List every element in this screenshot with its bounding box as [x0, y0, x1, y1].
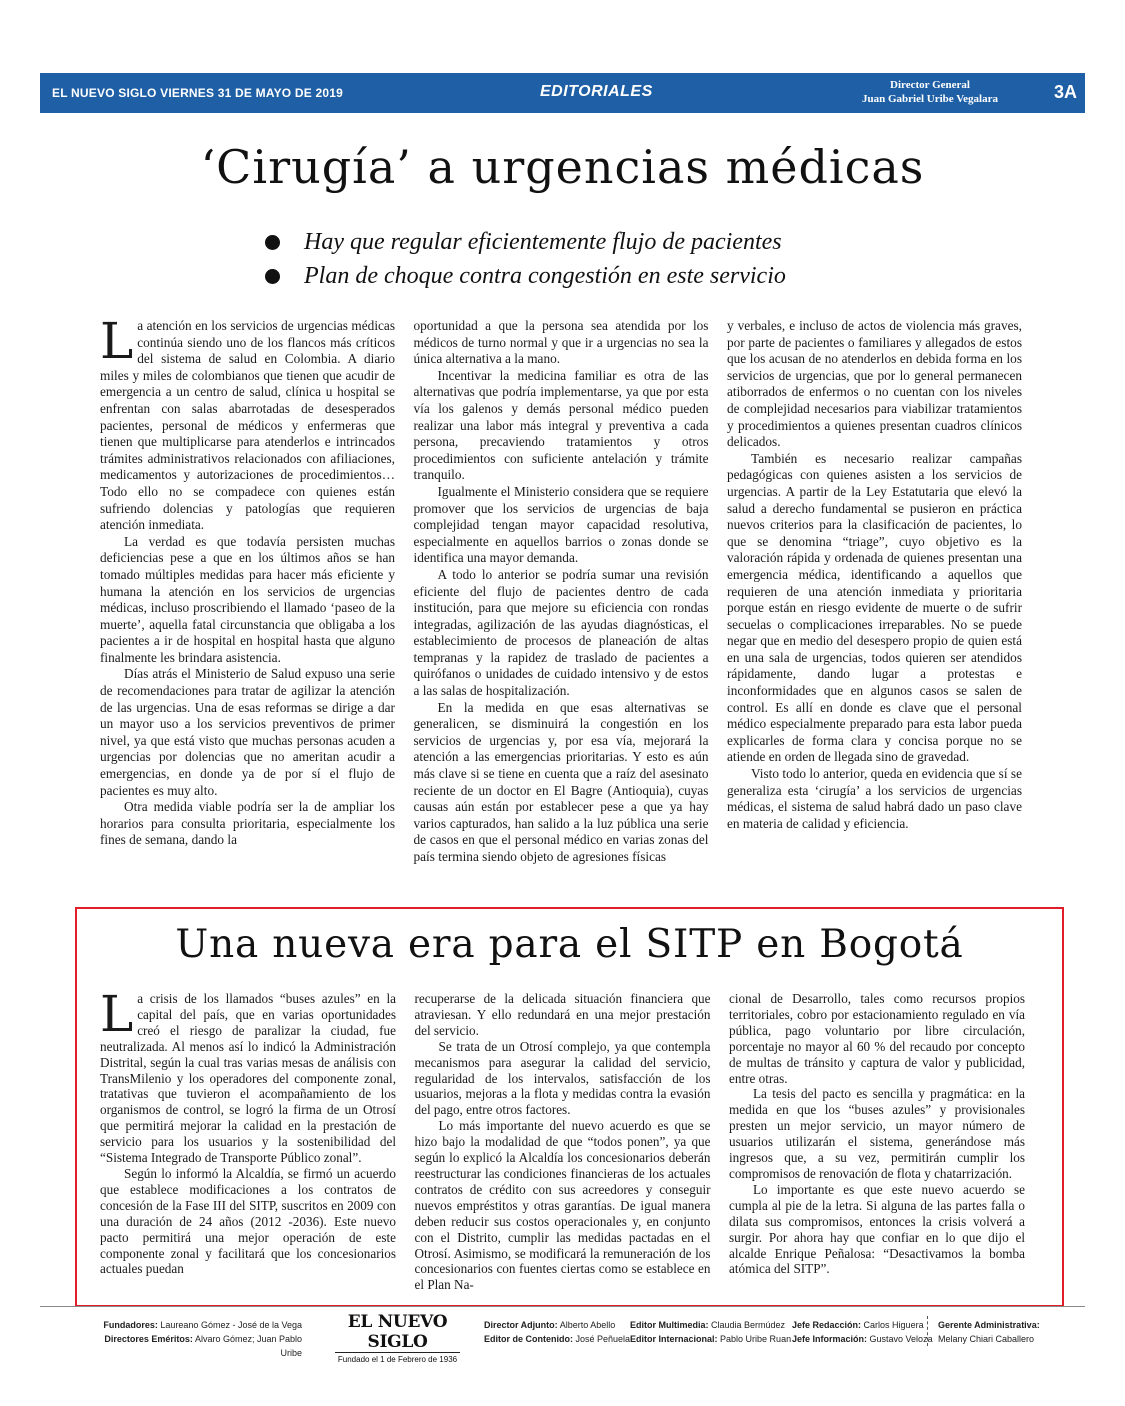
founders: Laureano Gómez - José de la Vega	[160, 1320, 302, 1330]
adjunto-label: Director Adjunto:	[484, 1320, 558, 1330]
page-number: 3A	[1053, 82, 1077, 102]
director-name: Juan Gabriel Uribe Vegalara	[862, 93, 998, 105]
director-adjunto: Alberto Abello	[559, 1320, 616, 1330]
multimedia-label: Editor Multimedia:	[630, 1320, 709, 1330]
header-bar	[40, 73, 1085, 113]
editorial-2-column	[415, 991, 711, 1293]
paragraph: Días atrás el Ministerio de Salud expuso una serie de recomendaciones para tratar de agilizar la atención de las urgencias. Una de esas reformas se dirige a dar un mayor uso a los servicios preventivos de primer nivel, ya que está visto que muchas personas acuden a urgencias por dolencias que no ameritan acudir a emergencias, en donde ya de por sí el flujo de pacientes es muy alto.	[100, 666, 395, 798]
drop-cap: L	[100, 312, 134, 370]
bullet-dot-icon	[265, 269, 280, 284]
gerente: Melany Chiari Caballero	[938, 1334, 1035, 1344]
subhead-2-text: Plan de choque contra congestión en este servicio	[304, 262, 786, 289]
paragraph: En la medida en que esas alternativas se generalicen, se disminuirá la congestión en los servicios de urgencias y, por esa vía, mejorará la atención a las emergencias prioritarias. Y esto es aún más clave si se tiene en cuenta que a raíz del asesinato reciente de un doctor en El Bagre (Antioquia), cuyas causas aún están por establecer pese a que ya hay varios capturados, han salido a la luz pública una serie de casos en que el personal médico en varias zonas del país termina siendo objeto de agresiones físicas	[413, 699, 709, 864]
footer-logo-block	[335, 1312, 460, 1364]
footer-chiefs	[792, 1318, 933, 1346]
founded-date: Fundado el 1 de Febrero de 1936	[337, 1355, 458, 1364]
footer-divider	[40, 1306, 1085, 1307]
paragraph: cional de Desarrollo, tales como recursos propios territoriales, cobro por estacionamiento regulado en vía pública, pago voluntario por libre circulación, porcentaje no mayor al 60 % del recaudo por concepto de multas de tránsito y captura de valor y publicidad, entre otras.	[729, 991, 1025, 1086]
emeritus-label: Directores Eméritos:	[104, 1334, 193, 1344]
editorial-2-column	[100, 985, 396, 1293]
paragraph: A todo lo anterior se podría sumar una revisión eficiente del flujo de pacientes dentro de cada institución, para que mejore su eficiencia con rondas integradas, agilización de las ayudas diagnósticas, el establecimiento de procesos de planeación de altas tempranas y la rapidez de traslado de pacientes a quirófanos o unidades de cuidado intensivo y de estos a las salas de hospitalización.	[413, 566, 709, 699]
paragraph: Se trata de un Otrosí complejo, ya que contempla mecanismos para asegurar la calidad del servicio, regularidad de los intervalos, satisfacción de los usuarios, mejoras a la flota y medidas contra la evasión del pago, entre otros factores.	[414, 1038, 711, 1118]
paragraph: La verdad es que todavía persisten muchas deficiencias pese a que en los últimos años se han tomado múltiples medidas para hacer más eficiente y humana la atención en los servicios de urgencias médicas, incluso proscribiendo el llamado ‘paseo de la muerte’, aquella fatal circunstancia que obligaba a los pacientes a ir de hospital en hospital hasta que alguno finalmente les brindara asistencia.	[100, 533, 395, 665]
bullet-dot-icon	[265, 235, 280, 250]
jefe-informacion: Gustavo Veloza	[869, 1334, 933, 1344]
footer-founders	[92, 1318, 302, 1360]
paragraph	[100, 985, 396, 1166]
editorial-2-title: Una nueva era para el SITP en Bogotá	[175, 922, 964, 967]
editor-internacional: Pablo Uribe Ruan	[720, 1334, 792, 1344]
section-title: EDITORIALES	[540, 83, 653, 100]
footer-manager	[938, 1318, 1040, 1346]
gerente-label: Gerente Administrativa:	[938, 1320, 1040, 1330]
paragraph-text: a atención en los servicios de urgencias médicas continúa siendo uno de los flancos más críticos del sistema de salud en Colombia. A diario miles y miles de colombianos que tienen que acudir de emergencia a un centro de salud, clínica u hospital se enfrentan con salas abarrotadas de desesperados pacientes, personal de médicos y enfermeras que tienen que multiplicarse para atenderlos e intrincados trámites administrativos relacionados con afiliaciones, medicamentos y autorizaciones de procedimientos… Todo ello no se compadece con quienes están sufriendo dolencias y patologías que requieren atención inmediata.	[100, 318, 395, 533]
paragraph: Lo más importante del nuevo acuerdo es que se hizo bajo la modalidad de que “todos ponen”, ya que según lo explicó la Alcaldía los concesionarios deberán reestructurar las condiciones financieras de los actuales contratos de crédito con sus acreedores y conseguir nuevos empréstitos y otras garantías. De igual manera deben reducir sus costos operacionales y, en conjunto con el Distrito, cumplir las medidas pactadas en el Otrosí. Asimismo, se modificará la remuneración de los concesionarios con fuentes ciertas como se establece en el Plan Na-	[414, 1118, 711, 1293]
paragraph	[100, 312, 395, 534]
paragraph: Otra medida viable podría ser la de ampliar los horarios para consulta prioritaria, especialmente los fines de semana, dando la	[100, 799, 395, 848]
informacion-label: Jefe Información:	[792, 1334, 868, 1344]
subhead-2	[265, 259, 915, 293]
paragraph: La tesis del pacto es sencilla y pragmática: en la medida en que los “buses azules” y provisionales presten un mejor servicio, un mayor número de usuarios utilizarán el sistema, generándose más ingresos que, a su vez, permitirán cumplir los compromisos de renovación de flota y chatarrización.	[729, 1086, 1025, 1181]
director-block	[830, 78, 1030, 106]
editorial-1-column	[414, 318, 709, 866]
paragraph: Visto todo lo anterior, queda en evidencia que sí se generaliza esta ‘cirugía’ a los servicios de urgencias médicas, el sistema de salud habrá dado un paso clave en materia de calidad y eficiencia.	[727, 766, 1022, 831]
footer-editors	[630, 1318, 791, 1346]
editor-contenido: José Peñuela	[575, 1334, 631, 1344]
paragraph: oportunidad a que la persona sea atendida por los médicos de turno normal y que ir a urgencias no sea la única alternativa a la mano.	[413, 318, 709, 367]
footer-directors	[484, 1318, 630, 1346]
subhead-1-text: Hay que regular eficientemente flujo de pacientes	[304, 228, 782, 255]
paragraph: Igualmente el Ministerio considera que se requiere promover que los servicios de urgencias de baja complejidad tengan mayor capacidad resolutiva, especialmente en aquellos barrios o zonas donde se identifica una mayor demanda.	[413, 483, 709, 566]
drop-cap: L	[100, 985, 134, 1043]
editor-multimedia: Claudia Bermúdez	[711, 1320, 786, 1330]
editorial-1-subheads	[265, 225, 915, 293]
paragraph: recuperarse de la delicada situación financiera que atraviesan. Y ello redundará en una mejor prestación del servicio.	[414, 991, 711, 1038]
editorial-1-body	[100, 312, 1022, 866]
emeritus-directors: Alvaro Gómez; Juan Pablo Uribe	[194, 1334, 302, 1358]
director-label: Director General	[890, 79, 970, 91]
subhead-1	[265, 225, 915, 259]
paragraph: Según lo informó la Alcaldía, se firmó un acuerdo que establece modificaciones a los contratos de concesión de la Fase III del SITP, suscritos en 2009 con una duración de 24 años (2012 -2036). Este nuevo pacto permitirá una mejor operación de este componente zonal y facilitará que los concesionarios actuales puedan	[100, 1165, 396, 1277]
jefe-redaccion: Carlos Higuera	[863, 1320, 924, 1330]
paper-date: EL NUEVO SIGLO VIERNES 31 DE MAYO DE 2019	[52, 86, 343, 100]
newspaper-logo: EL NUEVO SIGLO	[335, 1312, 460, 1353]
paragraph-text: a crisis de los llamados “buses azules” en la capital del país, que en varias oportunidades creó el riesgo de paralizar la ciudad, fue neutralizada. Al menos así lo indicó la Administración Distrital, según la cual tras varias mesas de análisis con TransMilenio y los operadores del componente zonal, tratativas que tuvieron el acompañamiento de los organismos de control, se logró la firma de un Otrosí que permitirá mejorar la calidad en la prestación de servicio para los usuarios y la sostenibilidad del “Sistema Integrado de Transporte Público zonal”.	[100, 991, 396, 1166]
paragraph: y verbales, e incluso de actos de violencia más graves, por parte de pacientes o familiares y allegados de estos que los acusan de no atenderlos en debida forma en los servicios de urgencias, que por lo general permanecen atiborrados de enfermos o no cuentan con los niveles de complejidad necesarios para viabilizar tratamientos y procedimientos a quienes presentan cuadros clínicos delicados.	[727, 318, 1022, 450]
paragraph: Incentivar la medicina familiar es otra de las alternativas que podría implementarse, ya que por esta vía los galenos y demás personal médico pueden realizar una labor más integral y preventiva a cada persona, precaviendo tratamientos y otros procedimientos con suficiente antelación y trámite tranquilo.	[413, 367, 709, 483]
editorial-2-column	[729, 991, 1025, 1293]
editorial-1-title: ‘Cirugía’ a urgencias médicas	[200, 140, 925, 194]
founders-label: Fundadores:	[103, 1320, 158, 1330]
editorial-1-column	[727, 318, 1022, 866]
contenido-label: Editor de Contenido:	[484, 1334, 573, 1344]
internacional-label: Editor Internacional:	[630, 1334, 718, 1344]
redaccion-label: Jefe Redacción:	[792, 1320, 862, 1330]
editorial-2-body	[100, 985, 1025, 1293]
paragraph: También es necesario realizar campañas pedagógicas con quienes asisten a los servicios de urgencias. A partir de la Ley Estatutaria que elevó la salud a derecho fundamental se pusieron en práctica nuevos criterios para la clasificación de pacientes, lo que se denomina “triage”, cuyo objetivo es la valoración rápida y ordenada de quienes presentan una emergencia médica, identificando a aquellos que requieren de una atención inmediata y prioritaria porque están en riesgo evidente de muerte o de sufrir secuelas o complicaciones irreparables. No se puede negar que en medio del desespero propio de quien está en una sala de urgencias, todos quieren ser atendidos rápidamente, dando lugar a protestas e inconformidades que en algunos casos se salen de control. Es allí en donde es clave que el personal médico especialmente preparado para esta labor pueda explicarles de forma clara y concisa porque no se atiende en orden de llegada sino de gravedad.	[727, 450, 1022, 765]
editorial-1-column	[100, 312, 395, 866]
footer-separator	[927, 1316, 928, 1346]
paragraph: Lo importante es que este nuevo acuerdo se cumpla al pie de la letra. Si alguna de las partes falla o dilata sus compromisos, entonces la crisis volverá a surgir. Por ahora hay que confiar en lo que dijo el alcalde Enrique Peñalosa: “Desactivamos la bomba atómica del SITP”.	[729, 1181, 1025, 1277]
